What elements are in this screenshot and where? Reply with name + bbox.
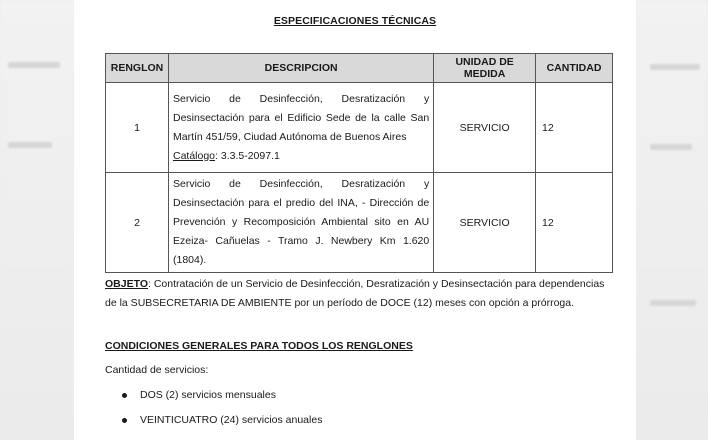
objeto-paragraph	[105, 275, 615, 313]
table-row	[106, 83, 613, 173]
cell-descripcion	[168, 83, 433, 173]
objeto-text: : Contratación de un Servicio de Desinfección, Desratización y Desinsectación para dependencias de la SUBSECRETARIA DE AMBIENTE por un período de DOCE (12) meses con opción a prórroga.	[105, 278, 605, 309]
cell-cantidad: 12	[536, 83, 613, 173]
document-page	[74, 0, 636, 440]
catalog-value: : 3.3.5-2097.1	[215, 149, 280, 162]
header-unidad: UNIDAD DE MEDIDA	[434, 54, 536, 83]
list-item-text: DOS (2) servicios mensuales	[140, 389, 276, 401]
list-item-text: VEINTICUATRO (24) servicios anuales	[140, 414, 323, 426]
conditions-heading: CONDICIONES GENERALES PARA TODOS LOS RENGLONES	[105, 340, 413, 352]
objeto-label: OBJETO	[105, 278, 148, 290]
bullet-icon	[122, 418, 127, 423]
background-page-right	[636, 0, 708, 440]
background-page-left	[0, 0, 74, 440]
bullet-icon	[122, 393, 127, 398]
cell-unidad: SERVICIO	[434, 83, 536, 173]
header-cantidad: CANTIDAD	[536, 54, 613, 83]
cell-unidad: SERVICIO	[434, 173, 536, 273]
header-renglon: RENGLON	[106, 54, 169, 83]
description-text: Servicio de Desinfección, Desratización y Desinsectación para el Edificio Sede de la calle San Martín 451/59, Ciudad Autónoma de Buenos Aires	[172, 92, 430, 143]
catalog-label: Catálogo	[172, 149, 216, 162]
specifications-table	[105, 53, 613, 273]
cell-renglon: 2	[106, 173, 169, 273]
cell-renglon: 1	[106, 83, 169, 173]
page-title: ESPECIFICACIONES TÉCNICAS	[273, 15, 437, 27]
header-descripcion: DESCRIPCION	[168, 54, 433, 83]
cell-descripcion: Servicio de Desinfección, Desratización y Desinsectación para el predio del INA, - Dirección de Prevención y Recomposición Ambiental sito en AU Ezeiza- Cañuelas - Tramo J. Newbery Km 1.620 (1804).	[168, 173, 433, 273]
services-count-label: Cantidad de servicios:	[105, 364, 209, 376]
table-header-row	[106, 54, 613, 83]
cell-cantidad: 12	[536, 173, 613, 273]
table-row	[106, 173, 613, 273]
